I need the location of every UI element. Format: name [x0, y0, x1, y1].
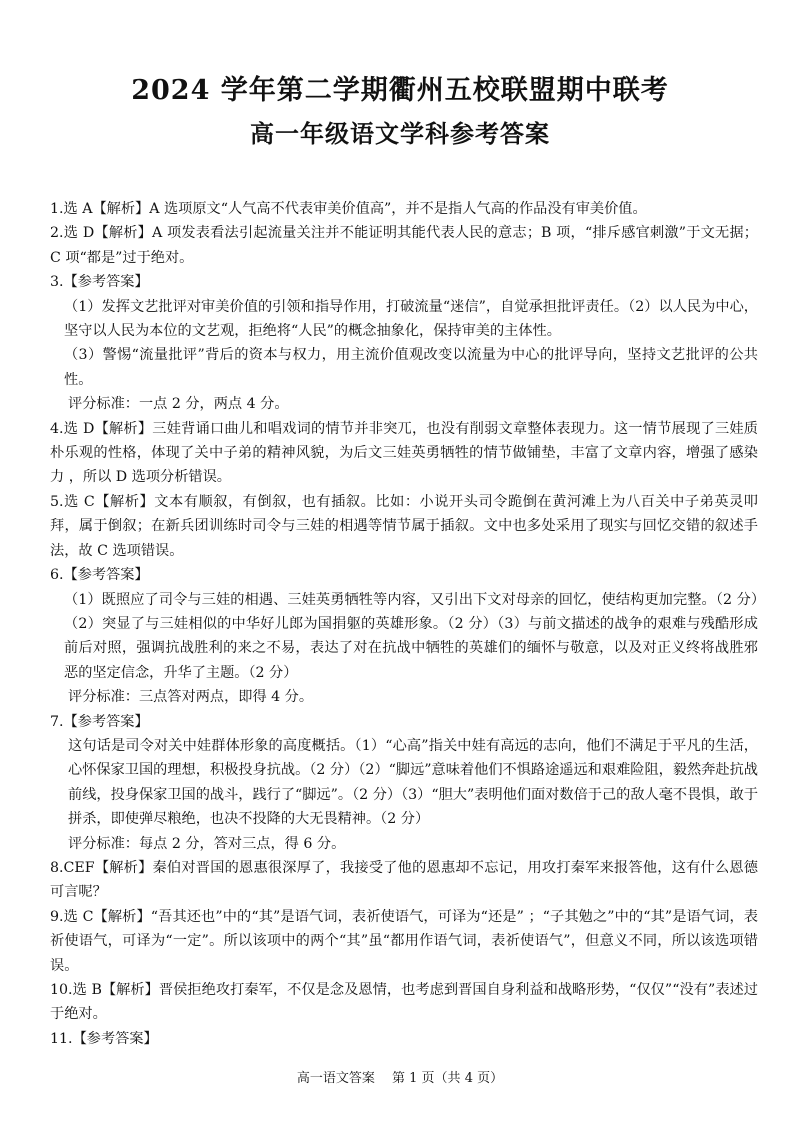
answer-q1: 1.选 A【解析】A 选项原文“人气高不代表审美价值高”，并不是指人气高的作品没有审美价值。: [50, 201, 647, 217]
answer-q4: 4.选 D【解析】三娃背诵口曲儿和唱戏词的情节并非突兀，也没有削弱文章整体表现力。这一情节展现了三娃质朴乐观的性格，体现了关中子弟的精神风貌，为后文三娃英勇牺牲的情节做铺垫，丰富了文章内容，增强了感染力 ，所以 D 选项分析错误。: [50, 420, 758, 486]
answer-q11-heading: 11.【参考答案】: [50, 1030, 158, 1047]
answer-q5: 5.选 C【解析】文本有顺叙，有倒叙，也有插叙。比如：小说开头司令跪倒在黄河滩上为八百关中子弟英灵叩拜，属于倒叙；在新兵团训练时司令与三娃的相遇等情节属于插叙。文中也多处采用了现实与回忆交错的叙述手法，故 C 选项错误。: [50, 493, 758, 559]
answer-content: [50, 197, 758, 1051]
answer-q7-scoring: 评分标准：每点 2 分，答对三点，得 6 分。: [68, 835, 346, 852]
answer-q10: 10.选 B【解析】晋侯拒绝攻打秦军，不仅是念及恩情，也考虑到晋国自身利益和战略形势，“仅仅”“没有”表述过于绝对。: [50, 982, 758, 1023]
answer-q2: 2.选 D【解析】A 项发表看法引起流量关注并不能证明其能代表人民的意志；B 项，“排斥感官刺激”于文无据；C 项“都是”过于绝对。: [50, 225, 758, 266]
answer-q3-scoring: 评分标准：一点 2 分，两点 4 分。: [68, 396, 289, 413]
answer-q3-point2: （3）警惕“流量批评”背后的资本与权力，用主流价值观改变以流量为中心的批评导向，坚持文艺批评的公共性。: [64, 347, 758, 388]
answer-q6-heading: 6.【参考答案】: [50, 567, 149, 584]
answer-q3-point1: （1）发挥文艺批评对审美价值的引领和指导作用，打破流量“迷信”，自觉承担批评责任。（2）以人民为中心，坚守以人民为本位的文艺观，拒绝将“人民”的概念抽象化，保持审美的主体性。: [64, 298, 758, 340]
answer-q6-scoring: 评分标准：三点答对两点，即得 4 分。: [68, 689, 314, 706]
answer-q6-points: （1）既照应了司令与三娃的相遇、三娃英勇牺牲等内容，又引出下文对母亲的回忆，使结构更加完整。（2 分）（2）突显了与三娃相似的中华好儿郎为国捐躯的英雄形象。（2 分）（3）与前文描述的战争的艰难与残酷形成前后对照，强调抗战胜利的来之不易，表达了对在抗战中牺牲的英雄们的缅怀与敬意，以及对正义终将战胜邪恶的坚定信念，升华了主题。（2 分）: [64, 591, 758, 681]
page-footer: 高一语文答案 第 1 页（共 4 页）: [296, 1071, 504, 1086]
answer-q9: 9.选 C【解析】“吾其还也”中的“其”是语气词，表祈使语气，可译为“还是” ；“子其勉之”中的“其”是语气词，表祈使语气，可译为“一定”。所以该项中的两个“其”虽“都用作语气词，表祈使语气”，但意义不同，所以该选项错误。: [50, 908, 758, 974]
page-subtitle: 高一年级语文学科参考答案: [250, 119, 550, 148]
answer-q8: 8.CEF【解析】秦伯对晋国的恩惠很深厚了，我接受了他的恩惠却不忘记，用攻打秦军来报答他，这有什么恩德可言呢？: [50, 859, 758, 901]
answer-q7-points: 这句话是司令对关中娃群体形象的高度概括。（1）“心高”指关中娃有高远的志向，他们不满足于平凡的生活，心怀保家卫国的理想，积极投身抗战。（2 分）（2）“脚远”意味着他们不惧路途遥远和艰难险阻，毅然奔赴抗战前线，投身保家卫国的战斗，践行了“脚远”。（2 分）（3）“胆大”表明他们面对数倍于己的敌人毫不畏惧，敢于拼杀，即使弹尽粮绝，也决不投降的大无畏精神。（2 分）: [68, 737, 759, 828]
answer-q3-heading: 3.【参考答案】: [50, 274, 149, 291]
page-title: 2024 学年第二学期衢州五校联盟期中联考: [131, 75, 669, 106]
answer-q7-heading: 7.【参考答案】: [50, 713, 149, 730]
